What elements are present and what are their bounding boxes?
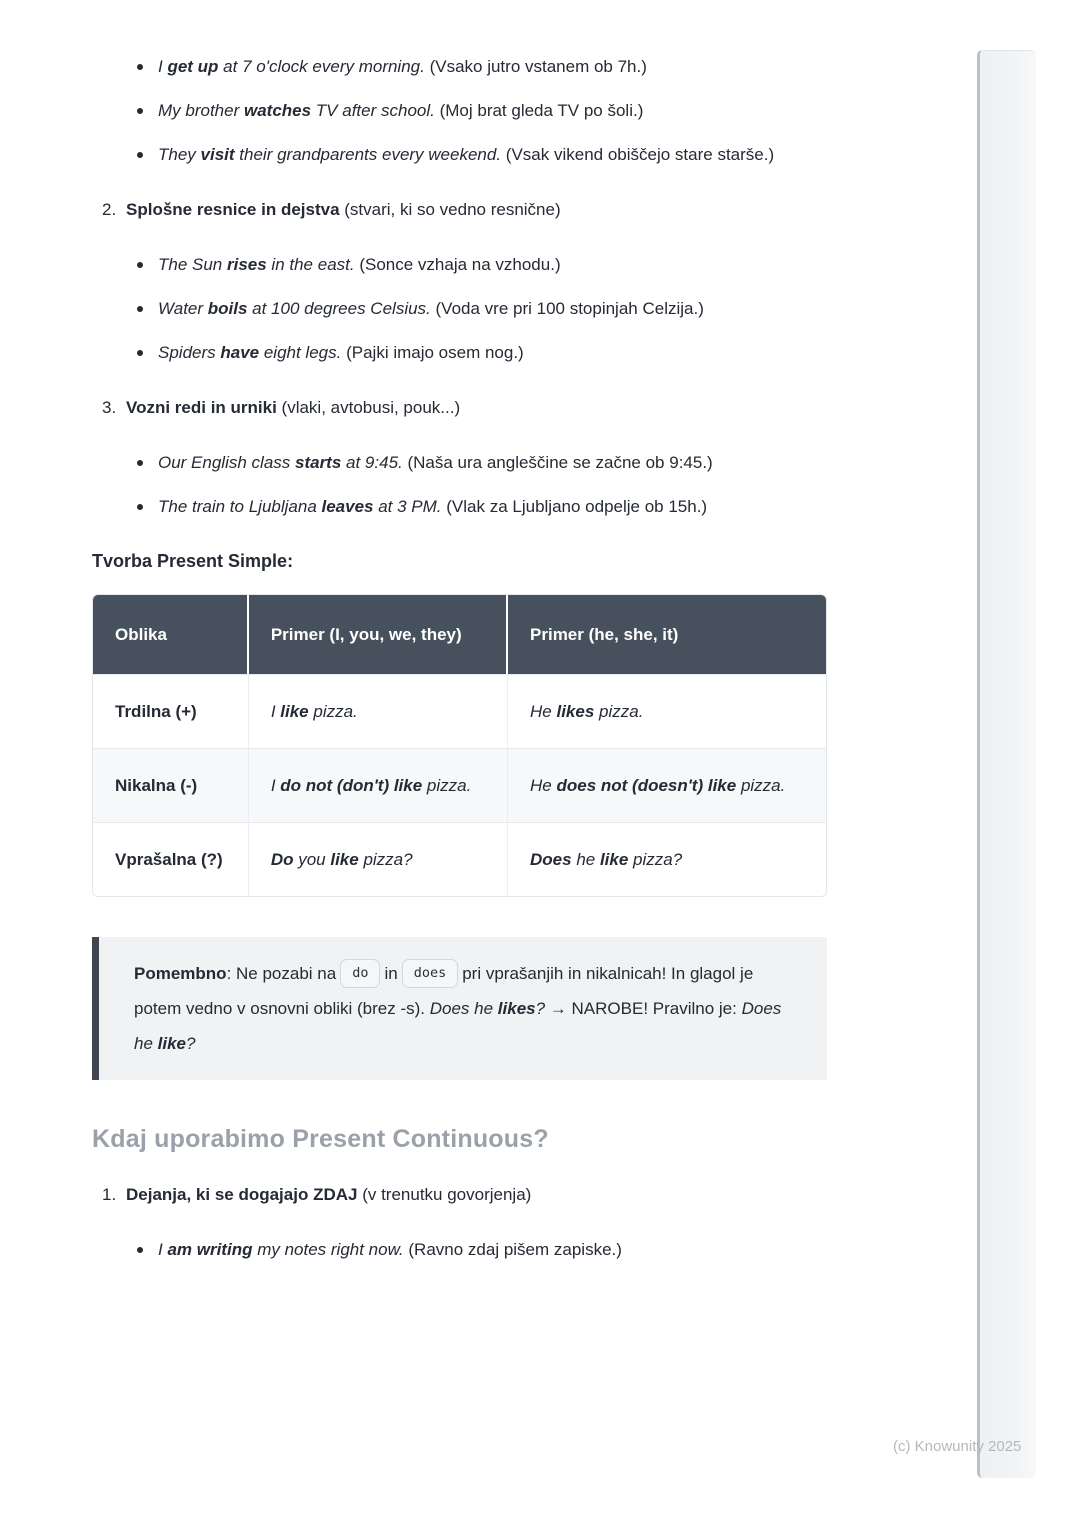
text-run: in the east.	[266, 255, 355, 274]
text-run: have	[220, 343, 260, 362]
text-run: Water	[158, 299, 208, 318]
inline-code-chip: do	[340, 959, 380, 988]
text-run: pizza?	[358, 850, 413, 869]
text-run: (Moj brat gleda TV po šoli.)	[434, 101, 644, 120]
text-run: Our English class	[158, 453, 295, 472]
text-run: ?	[535, 999, 546, 1018]
rule-title-wrap	[126, 193, 828, 226]
rule-title: Dejanja, ki se dogajajo ZDAJ	[126, 1185, 358, 1204]
formation-heading: Tvorba Present Simple:	[92, 551, 294, 571]
text-run: my notes right now.	[252, 1240, 404, 1259]
text-run: Pomembno	[134, 964, 227, 983]
table-cell	[508, 822, 826, 896]
text-run: watches	[243, 101, 312, 120]
text-run: like	[599, 850, 629, 869]
list-item	[135, 490, 828, 523]
habit-example-list	[92, 50, 828, 171]
text-run: → NAROBE! Pravilno je:	[545, 999, 742, 1018]
example-sentence	[158, 138, 826, 171]
rule-note: (stvari, ki so vedno resnične)	[339, 200, 561, 219]
list-number: 3.	[102, 398, 117, 417]
example-sentence	[158, 248, 826, 281]
rule-note: (vlaki, avtobusi, pouk...)	[276, 398, 461, 417]
watermark: (c) Knowunity 2025	[893, 1438, 1022, 1455]
text-run: pizza.	[308, 702, 358, 721]
example-sentence	[158, 50, 826, 83]
table-cell	[508, 748, 826, 822]
text-run: I	[158, 57, 168, 76]
bullet-dot	[137, 152, 143, 158]
inline-code-chip: does	[402, 959, 459, 988]
rule-heading-timetables	[92, 391, 828, 424]
example-sentence	[158, 446, 826, 479]
list-number: 2.	[102, 200, 117, 219]
bullet-dot	[137, 262, 143, 268]
text-run: at 100 degrees Celsius.	[247, 299, 431, 318]
text-run: pri vprašanjih in nikalnicah! In glagol je potem vedno v osnovni obliki (brez -s).	[134, 964, 754, 1018]
table-row	[93, 674, 826, 748]
section-heading-present-continuous: Kdaj uporabimo Present Continuous?	[92, 1125, 549, 1153]
list-item	[135, 248, 828, 281]
text-run: Does	[530, 850, 572, 869]
text-run: their grandparents every weekend.	[234, 145, 502, 164]
text-run: do not (don't) like	[280, 776, 423, 795]
text-run: am writing	[167, 1240, 253, 1259]
text-run: visit	[200, 145, 235, 164]
table-header-cell-primer-singular: Primer (he, she, it)	[508, 595, 826, 674]
bullet-dot	[137, 1247, 143, 1253]
text-run: The train to Ljubljana	[158, 497, 322, 516]
text-run: you	[293, 850, 331, 869]
text-run: rises	[227, 255, 267, 274]
text-run: My brother	[158, 101, 244, 120]
table-row	[93, 822, 826, 896]
text-run: He	[530, 776, 557, 795]
text-run: likes	[497, 999, 536, 1018]
text-run: TV after school.	[311, 101, 435, 120]
text-run: eight legs.	[259, 343, 342, 362]
text-run: I	[270, 776, 281, 795]
bullet-dot	[137, 460, 143, 466]
list-number: 1.	[102, 1185, 117, 1204]
example-sentence	[158, 336, 826, 369]
text-run: get up	[167, 57, 219, 76]
table-header-cell-primer-plural: Primer (I, you, we, they)	[249, 595, 508, 674]
text-run: (Pajki imajo osem nog.)	[341, 343, 524, 362]
row-label: Nikalna (-)	[93, 748, 249, 822]
example-sentence	[158, 1233, 826, 1266]
document-content	[92, 50, 828, 1277]
text-run: in	[384, 964, 398, 983]
text-run: does not (doesn't) like	[556, 776, 737, 795]
rule-heading-actions-now	[92, 1178, 828, 1211]
text-run: (Vlak za Ljubljano odpelje ob 15h.)	[441, 497, 708, 516]
text-run: pizza.	[422, 776, 472, 795]
text-run: (Voda vre pri 100 stopinjah Celzija.)	[430, 299, 704, 318]
table-row	[93, 748, 826, 822]
text-run: leaves	[321, 497, 374, 516]
text-run: he	[571, 850, 600, 869]
text-run: like	[157, 1034, 186, 1053]
timetables-example-list	[92, 446, 828, 523]
table-cell	[508, 674, 826, 748]
scrollbar-track[interactable]	[977, 50, 1036, 1478]
table-cell	[249, 822, 508, 896]
text-run: (Vsako jutro vstanem ob 7h.)	[424, 57, 647, 76]
example-sentence	[158, 490, 826, 523]
rule-title-wrap	[126, 1178, 828, 1211]
bullet-dot	[137, 108, 143, 114]
text-run: Spiders	[158, 343, 221, 362]
text-run: at 9:45.	[341, 453, 403, 472]
bullet-dot	[137, 504, 143, 510]
text-run: like	[280, 702, 309, 721]
row-label: Vprašalna (?)	[93, 822, 249, 896]
bullet-dot	[137, 306, 143, 312]
list-item	[135, 138, 828, 171]
text-run: I	[270, 702, 281, 721]
text-run: Does he	[134, 999, 782, 1053]
table-header-cell-oblika: Oblika	[93, 595, 249, 674]
text-run: Do	[270, 850, 294, 869]
table-header-row	[93, 595, 826, 674]
text-run: I	[158, 1240, 168, 1259]
text-run: pizza.	[594, 702, 644, 721]
list-item	[135, 292, 828, 325]
present-simple-formation-table	[92, 594, 827, 897]
list-item	[135, 50, 828, 83]
text-run: (Naša ura angleščine se začne ob 9:45.)	[402, 453, 713, 472]
text-run: Does he	[429, 999, 498, 1018]
actions-now-example-list	[92, 1233, 828, 1266]
list-item	[135, 1233, 828, 1266]
list-item	[135, 446, 828, 479]
bullet-dot	[137, 350, 143, 356]
text-run: likes	[556, 702, 595, 721]
row-label: Trdilna (+)	[93, 674, 249, 748]
text-run: (Vsak vikend obiščejo stare starše.)	[501, 145, 775, 164]
rule-heading-general-truths	[92, 193, 828, 226]
general-truths-example-list	[92, 248, 828, 369]
example-sentence	[158, 292, 826, 325]
rule-note: (v trenutku govorjenja)	[357, 1185, 532, 1204]
text-run: (Sonce vzhaja na vzhodu.)	[354, 255, 561, 274]
text-run: at 7 o'clock every morning.	[218, 57, 425, 76]
important-callout	[92, 937, 827, 1080]
table-cell	[249, 674, 508, 748]
text-run: at 3 PM.	[373, 497, 442, 516]
text-run: pizza.	[736, 776, 786, 795]
text-run: The Sun	[158, 255, 227, 274]
text-run: They	[158, 145, 201, 164]
list-item	[135, 94, 828, 127]
list-item	[135, 336, 828, 369]
text-run: ?	[186, 1034, 196, 1053]
text-run: like	[330, 850, 359, 869]
table-header	[93, 595, 826, 674]
text-run: (Ravno zdaj pišem zapiske.)	[403, 1240, 622, 1259]
text-run: He	[530, 702, 557, 721]
text-run: pizza?	[628, 850, 683, 869]
bullet-dot	[137, 64, 143, 70]
rule-title: Vozni redi in urniki	[126, 398, 277, 417]
text-run: : Ne pozabi na	[226, 964, 337, 983]
example-sentence	[158, 94, 826, 127]
text-run: starts	[295, 453, 342, 472]
rule-title-wrap	[126, 391, 828, 424]
rule-title: Splošne resnice in dejstva	[126, 200, 340, 219]
table-cell	[249, 748, 508, 822]
text-run: boils	[207, 299, 248, 318]
